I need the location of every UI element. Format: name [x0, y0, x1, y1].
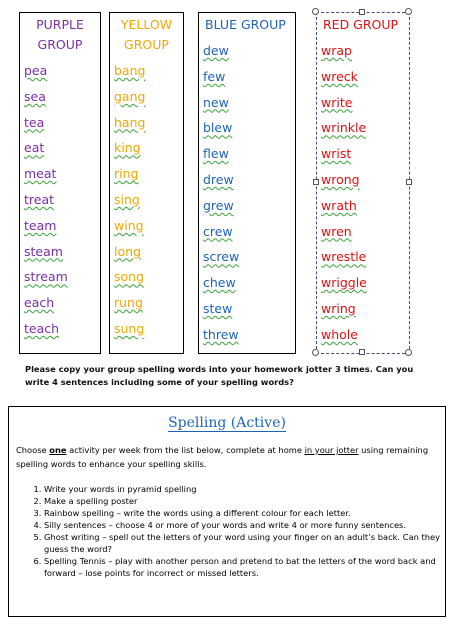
- spelling-word: crew: [203, 223, 233, 239]
- spelling-word: new: [203, 94, 229, 110]
- spelling-word: wren: [321, 223, 352, 239]
- resize-handle-top-left[interactable]: [312, 8, 319, 15]
- spelling-word: hang: [114, 114, 146, 130]
- spelling-word: each: [24, 295, 55, 311]
- blue-group-title-line1: BLUE GROUP: [205, 17, 286, 32]
- spelling-word: screw: [203, 249, 240, 265]
- spelling-word: wriggle: [321, 275, 367, 291]
- spelling-title-text: Spelling (Active): [168, 415, 286, 431]
- spelling-word: wrist: [321, 146, 352, 162]
- spelling-word: wrap: [321, 43, 352, 58]
- spelling-word: eat: [24, 140, 45, 156]
- spelling-word: whole: [321, 326, 358, 342]
- spelling-word: steam: [24, 243, 63, 259]
- homework-instruction: Please copy your group spelling words into your homework jotter 3 times. Can you write 4 sentences including some of your spelling words?: [25, 364, 414, 387]
- blue-group-title: [205, 15, 295, 35]
- spelling-task: 4. Silly sentences – choose 4 or more of your words and write 4 or more funny sentences.: [44, 519, 452, 531]
- spelling-word: few: [203, 68, 226, 84]
- resize-handle-top-right[interactable]: [405, 8, 412, 15]
- intro-one: one: [49, 445, 67, 455]
- spelling-word: grew: [203, 197, 234, 213]
- red-group-title-line1: RED GROUP: [323, 17, 399, 32]
- spelling-word: bang: [114, 63, 146, 78]
- spelling-word: wreck: [321, 68, 358, 84]
- intro-part-b: activity per week from the list below, complete at home: [66, 445, 305, 455]
- resize-handle-bottom-right[interactable]: [405, 349, 412, 356]
- spelling-active-box: [8, 406, 446, 617]
- spelling-word: treat: [24, 192, 55, 207]
- yellow-group-title-line1: YELLOW: [120, 17, 173, 32]
- spelling-task-list: [16, 483, 452, 579]
- purple-group-box: [19, 12, 101, 354]
- spelling-word: sung: [114, 321, 145, 336]
- spelling-word: write: [321, 94, 353, 110]
- spelling-word: wrestle: [321, 249, 367, 265]
- spelling-word: ring: [114, 166, 139, 182]
- resize-handle-middle-right[interactable]: [406, 179, 412, 185]
- spelling-task: 6. Spelling Tennis – play with another person and pretend to bat the letters of the word back and forward – lose points for incorrect or missed letters.: [44, 555, 452, 579]
- resize-handle-top-middle[interactable]: [359, 9, 365, 15]
- spelling-word: drew: [203, 172, 234, 187]
- yellow-group-title-line2: GROUP: [124, 37, 169, 52]
- spelling-word: flew: [203, 146, 229, 162]
- spelling-word: stew: [203, 301, 233, 316]
- spelling-word: tea: [24, 114, 45, 130]
- intro-part-a: Choose: [16, 445, 50, 455]
- resize-handle-bottom-middle[interactable]: [359, 349, 365, 355]
- spelling-word: wrath: [321, 197, 357, 213]
- spelling-task: 1. Write your words in pyramid spelling: [44, 483, 452, 495]
- spelling-task: 5. Ghost writing – spell out the letters of your word using your finger on an adult’s back. Can they guess the word?: [44, 531, 452, 555]
- red-group-title: [323, 15, 409, 35]
- spelling-word: sing: [114, 192, 140, 207]
- spelling-task: 3. Rainbow spelling – write the words using a different colour for each letter.: [44, 507, 452, 519]
- spelling-word: king: [114, 140, 141, 156]
- purple-group-title-line1: PURPLE: [36, 17, 84, 32]
- spelling-word: wrong: [321, 172, 360, 187]
- spelling-word: wring: [321, 301, 356, 316]
- spelling-word: dew: [203, 43, 229, 58]
- spelling-word: chew: [203, 275, 236, 291]
- spelling-word: song: [114, 269, 145, 285]
- spelling-word: teach: [24, 321, 60, 336]
- spelling-word: threw: [203, 326, 239, 342]
- spelling-word: long: [114, 243, 141, 259]
- spelling-word: wrinkle: [321, 120, 367, 136]
- spelling-task: 2. Make a spelling poster: [44, 495, 452, 507]
- spelling-word: rung: [114, 295, 143, 311]
- intro-jotter: in your jotter: [304, 445, 359, 455]
- yellow-group-title: [110, 15, 183, 55]
- blue-group-box: [198, 12, 296, 354]
- spelling-word: meat: [24, 166, 57, 182]
- intro-part-c: using remaining spelling words to enhance your spelling skills.: [16, 445, 429, 469]
- spelling-intro: [16, 443, 436, 471]
- spelling-word: gang: [114, 88, 146, 104]
- spelling-word: wing: [114, 217, 144, 233]
- spelling-title: [9, 415, 445, 431]
- purple-group-title-line2: GROUP: [37, 37, 83, 52]
- spelling-word: team: [24, 217, 57, 233]
- red-group-box[interactable]: [316, 12, 410, 354]
- spelling-word: sea: [24, 88, 46, 104]
- yellow-group-box: [109, 12, 184, 354]
- spelling-word: blew: [203, 120, 233, 136]
- spelling-word: pea: [24, 63, 48, 78]
- resize-handle-middle-left[interactable]: [313, 179, 319, 185]
- spelling-word: stream: [24, 269, 68, 285]
- purple-group-title: [20, 15, 100, 55]
- resize-handle-bottom-left[interactable]: [312, 349, 319, 356]
